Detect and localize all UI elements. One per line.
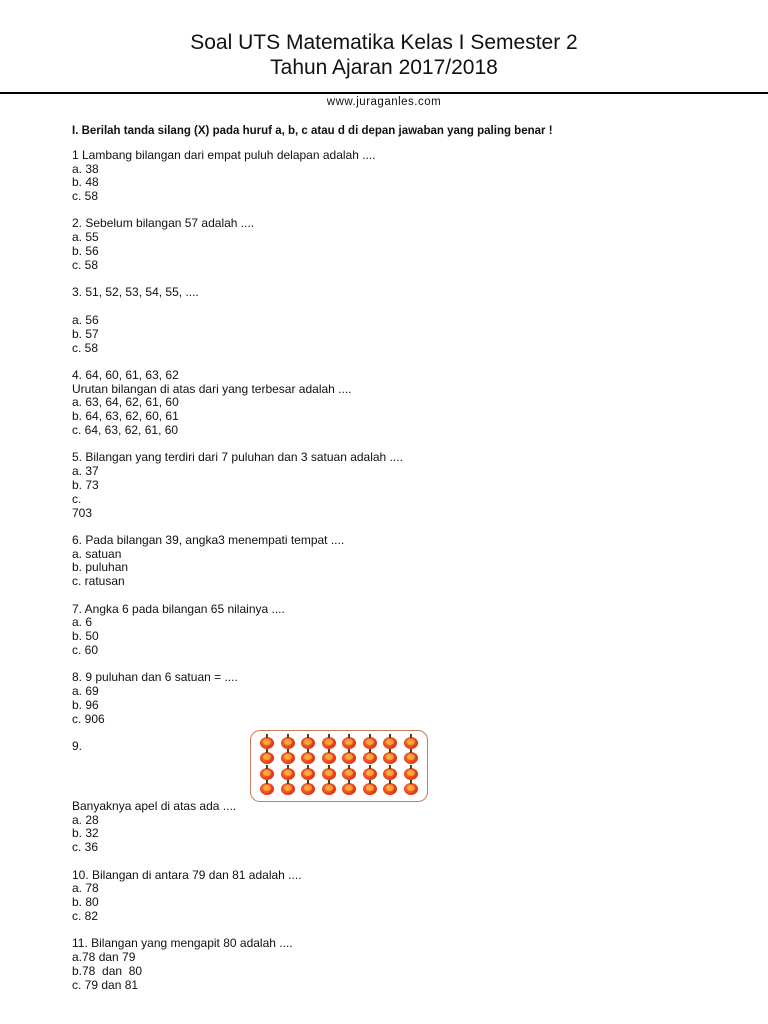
apple-icon (281, 737, 295, 749)
question-line: b. 48 (72, 175, 99, 190)
question-line: c. ratusan (72, 574, 125, 589)
question-line: b. 73 (72, 477, 99, 492)
answer-option: c. 36 (72, 840, 99, 855)
question-sheet (72, 125, 732, 1006)
website-label: www.juraganles.com (326, 96, 442, 108)
apple-icon (301, 752, 315, 764)
apple-icon (363, 737, 377, 749)
question-5 (72, 451, 732, 520)
question-line: c. 60 (72, 642, 99, 657)
apple-icon (404, 737, 418, 749)
question-11 (72, 937, 732, 992)
apple-icon (383, 737, 397, 749)
apple-icon (322, 783, 336, 795)
apple-icon (383, 783, 397, 795)
answer-option: a. 28 (72, 812, 99, 827)
question-line: c. (72, 491, 82, 506)
apple-icon (363, 783, 377, 795)
apple-icon (322, 737, 336, 749)
question-line: b. 64, 63, 62, 60, 61 (72, 409, 179, 424)
apple-icon (342, 752, 356, 764)
title-line-2: Tahun Ajaran 2017/2018 (270, 56, 498, 79)
question-1 (72, 149, 732, 204)
question-line: c. 79 dan 81 (72, 977, 139, 992)
apple-icon (301, 737, 315, 749)
question-3 (72, 286, 732, 355)
apple-icon (404, 752, 418, 764)
apple-icon (260, 768, 274, 780)
question-line: c. 64, 63, 62, 61, 60 (72, 423, 179, 438)
question-text: 6. Pada bilangan 39, angka3 menempati tempat .... (72, 532, 345, 547)
instruction-text: I. Berilah tanda silang (X) pada huruf a, b, c atau d di depan jawaban yang paling benar ! (72, 125, 553, 137)
question-text: 10. Bilangan di antara 79 dan 81 adalah .... (72, 867, 302, 882)
apple-icon (281, 768, 295, 780)
question-line: c. 82 (72, 908, 99, 923)
questions-10-11 (72, 869, 732, 993)
question-line: a. 63, 64, 62, 61, 60 (72, 395, 179, 410)
document-title (0, 30, 768, 80)
question-line: b.78 dan 80 (72, 963, 143, 978)
question-line: b. 56 (72, 244, 99, 259)
question-text: 8. 9 puluhan dan 6 satuan = .... (72, 670, 238, 685)
apple-icon (281, 783, 295, 795)
question-line (72, 300, 732, 314)
question-9 (72, 740, 732, 855)
question-text: 7. Angka 6 pada bilangan 65 nilainya .... (72, 601, 285, 616)
question-text: 5. Bilangan yang terdiri dari 7 puluhan dan 3 satuan adalah .... (72, 450, 403, 465)
question-text: Banyaknya apel di atas ada .... (72, 798, 237, 813)
question-text: 11. Bilangan yang mengapit 80 adalah .... (72, 936, 293, 951)
question-line: a. 37 (72, 464, 99, 479)
apple-icon (260, 737, 274, 749)
question-line: c. 58 (72, 340, 99, 355)
apple-icon (301, 783, 315, 795)
question-line: a.78 dan 79 (72, 950, 136, 965)
questions-1-8 (72, 149, 732, 727)
apple-icon (404, 783, 418, 795)
apple-icon (404, 768, 418, 780)
question-line: a. 69 (72, 684, 99, 698)
apple-icon (363, 752, 377, 764)
question-line: c. 906 (72, 711, 105, 726)
question-line: b. 96 (72, 697, 99, 712)
question-line: a. 55 (72, 230, 99, 245)
apple-icon (260, 783, 274, 795)
question-line: Urutan bilangan di atas dari yang terbesar adalah .... (72, 381, 352, 396)
question-10 (72, 869, 732, 924)
question-2 (72, 217, 732, 272)
question-8 (72, 671, 732, 726)
answer-option: b. 32 (72, 826, 99, 841)
title-line-1: Soal UTS Matematika Kelas I Semester 2 (190, 31, 578, 54)
apple-icon (322, 768, 336, 780)
apple-icon (342, 737, 356, 749)
question-9-figure (72, 740, 732, 800)
apple-icon (260, 752, 274, 764)
apple-icon (322, 752, 336, 764)
question-line: b. 57 (72, 326, 99, 341)
question-line: a. 56 (72, 312, 99, 327)
question-text: 2. Sebelum bilangan 57 adalah .... (72, 216, 255, 231)
question-text: 1 Lambang bilangan dari empat puluh delapan adalah .... (72, 147, 376, 162)
apple-picture (250, 730, 428, 802)
question-9-number: 9. (72, 738, 83, 753)
apple-icon (363, 768, 377, 780)
question-4 (72, 369, 732, 438)
question-line: b. 50 (72, 629, 99, 644)
question-line: b. 80 (72, 895, 99, 910)
question-6 (72, 534, 732, 589)
apple-icon (281, 752, 295, 764)
header-divider (0, 92, 768, 94)
apple-icon (342, 768, 356, 780)
question-line: b. puluhan (72, 560, 129, 575)
apple-icon (342, 783, 356, 795)
question-line: a. satuan (72, 546, 122, 561)
question-9-lines (72, 800, 732, 855)
question-line: 703 (72, 505, 93, 520)
question-line: c. 58 (72, 189, 99, 204)
question-text: 4. 64, 60, 61, 63, 62 (72, 367, 179, 382)
question-7 (72, 603, 732, 658)
question-line: a. 6 (72, 615, 93, 630)
apple-icon (383, 752, 397, 764)
question-line: a. 78 (72, 881, 99, 896)
question-text: 3. 51, 52, 53, 54, 55, .... (72, 285, 199, 300)
apple-icon (301, 768, 315, 780)
question-line: a. 38 (72, 161, 99, 176)
question-line: c. 58 (72, 257, 99, 272)
apple-icon (383, 768, 397, 780)
